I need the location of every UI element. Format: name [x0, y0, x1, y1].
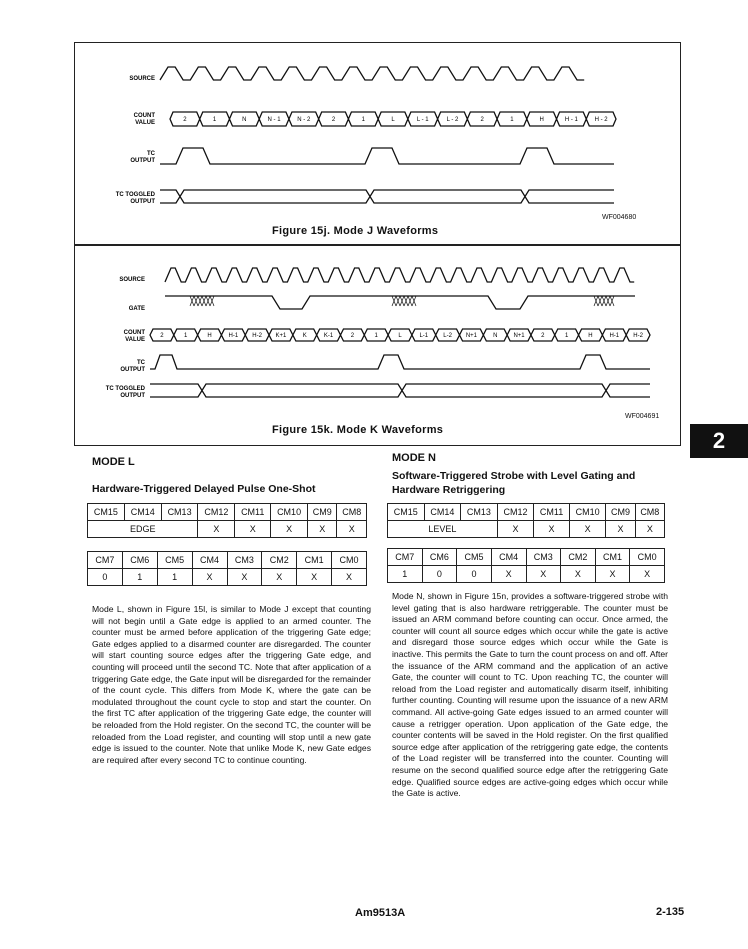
- j-source-wave: [160, 67, 584, 80]
- table-header: CM3: [526, 549, 561, 566]
- mode-l-title: MODE L: [92, 456, 135, 468]
- table-header: CM4: [192, 552, 227, 569]
- table-cell: X: [337, 521, 367, 538]
- k-count-value: H-2: [633, 333, 643, 339]
- k-count-value: H: [207, 333, 212, 339]
- table-header: CM0: [630, 549, 665, 566]
- table-header: CM6: [122, 552, 157, 569]
- k-label-tc: TC: [137, 360, 145, 366]
- table-row: [88, 569, 367, 586]
- table-row: [88, 504, 367, 521]
- table-cell: X: [271, 521, 308, 538]
- table-header: CM2: [262, 552, 297, 569]
- table-cell: X: [235, 521, 271, 538]
- j-label-source: SOURCE: [129, 76, 155, 82]
- mode-n-title: MODE N: [392, 452, 436, 464]
- table-header: CM1: [297, 552, 332, 569]
- k-count-value: L-2: [443, 333, 452, 339]
- k-count-value: 1: [564, 333, 569, 339]
- table-header: CM2: [561, 549, 596, 566]
- table-cell: 1: [157, 569, 192, 586]
- j-count-value: H - 1: [564, 117, 578, 123]
- table-header: CM9: [606, 504, 635, 521]
- j-count-value: 1: [212, 117, 217, 123]
- k-count-value: K-1: [323, 333, 334, 339]
- mode-n-body: Mode N, shown in Figure 15n, provides a software-triggered strobe with level gating that is also hardware retriggerable. The counter must be issued an ARM command before counting can occur. Once armed, the counter will count all source edges which occur while the gate is active and disregard those source edges which occur while the Gate is inactive. This permits the Gate to turn the count process on and off. After the issuance of the ARM command and the application of an active Gate, the counter will count to TC. Upon reaching TC, the counter will reload from the Load register and automatically disarm itself, inhibiting further counting. Counting will resume upon the issuance of a new ARM command. All active-going Gate edges issued to an armed counter will cause a retrigger operation. Upon application of the Gate edge, the counter contents will be saved in the Hold register. On the first qualified source edge after application of the retriggering gate edge, the contents of the Load register will be transferred into the counter. Counting will resume on the second qualified source edge after the retriggering Gate edge. Qualified source edges are active-going edges which occur while the Gate is active.: [392, 591, 668, 799]
- figure-j-caption: Figure 15j. Mode J Waveforms: [272, 225, 439, 237]
- k-count-value: H: [588, 333, 593, 339]
- table-header: CM5: [457, 549, 492, 566]
- table-header: CM10: [569, 504, 606, 521]
- table-header: CM12: [198, 504, 235, 521]
- k-label-count: COUNT: [123, 330, 145, 336]
- table-header: CM0: [332, 552, 367, 569]
- table-header: CM3: [227, 552, 262, 569]
- table-header: CM10: [271, 504, 308, 521]
- table-header: CM5: [157, 552, 192, 569]
- mode-l-table-bottom: [87, 551, 367, 586]
- table-cell: X: [192, 569, 227, 586]
- table-row: [388, 504, 665, 521]
- table-cell: X: [630, 566, 665, 583]
- table-header: CM14: [124, 504, 161, 521]
- table-cell: X: [561, 566, 596, 583]
- table-cell: 1: [388, 566, 423, 583]
- table-cell: EDGE: [88, 521, 198, 538]
- table-row: [388, 566, 665, 583]
- table-header: CM11: [534, 504, 570, 521]
- k-label-toggled-output: OUTPUT: [120, 393, 145, 399]
- j-count-value: 1: [361, 117, 365, 123]
- k-count-value: H-2: [252, 333, 262, 339]
- j-count-value: 1: [510, 117, 514, 123]
- table-row: [388, 549, 665, 566]
- mode-l-body: Mode L, shown in Figure 15l, is similar to Mode J except that counting will not begin until a Gate edge is applied to an armed counter. The counter must be armed before application of the triggering Gate edge; Gate edges applied to a disarmed counter are disregarded. The counter will start counting source edges after the triggering Gate edge, and counting will proceed until the second TC. Note that after application of a triggering Gate edge, the Gate input will be disregarded for the remainder of the count cycle. This differs from Mode K, where the gate can be modulated throughout the count cycle to stop and start the counter. On the first TC after application of the triggering Gate edge, the counter will be reloaded from the Hold register. On the second TC, the counter will be reloaded from the Load register, and counting will stop until a new gate edge is issued to the counter. Note that unlike Mode K, new Gate edges are required after every second TC to continue counting.: [92, 604, 371, 765]
- table-header: CM8: [635, 504, 664, 521]
- mode-l-subtitle: Hardware-Triggered Delayed Pulse One-Shot: [92, 483, 316, 495]
- j-label-output: OUTPUT: [130, 158, 155, 164]
- k-count-value: N+1: [513, 333, 525, 339]
- j-label-count: COUNT: [133, 113, 155, 119]
- j-tc-output-wave: [160, 148, 614, 164]
- j-count-value: 2: [331, 117, 336, 123]
- j-count-value: H - 2: [594, 117, 608, 123]
- k-label-output: OUTPUT: [120, 367, 145, 373]
- table-row: [388, 521, 665, 538]
- table-header: CM13: [161, 504, 198, 521]
- k-count-value: K: [302, 333, 307, 339]
- section-tab: 2: [690, 424, 748, 458]
- figure-j-code: WF004680: [602, 214, 637, 221]
- figure-k-caption: Figure 15k. Mode K Waveforms: [272, 424, 444, 436]
- k-label-gate: GATE: [128, 306, 145, 312]
- j-label-tc: TC: [147, 151, 155, 157]
- j-label-value: VALUE: [135, 120, 155, 126]
- figure-k-code: WF004691: [625, 413, 660, 420]
- table-cell: X: [497, 521, 534, 538]
- k-source-wave: [165, 268, 634, 282]
- j-count-value: L - 1: [416, 117, 429, 123]
- table-row: [88, 521, 367, 538]
- table-cell: X: [534, 521, 570, 538]
- k-count-value: 2: [160, 333, 164, 339]
- k-tc-output-wave: [150, 355, 650, 369]
- table-header: CM13: [461, 504, 498, 521]
- k-count-value: 1: [374, 333, 378, 339]
- table-header: CM9: [307, 504, 336, 521]
- k-label-source: SOURCE: [119, 277, 145, 283]
- k-count-value: H-1: [228, 333, 239, 339]
- mode-n-subtitle: Software-Triggered Strobe with Level Gating and Hardware Retriggering: [392, 470, 636, 496]
- mode-l-table-top: [87, 503, 367, 538]
- table-cell: X: [526, 566, 561, 583]
- table-cell: X: [635, 521, 664, 538]
- footer-page-number: 2-135: [656, 906, 685, 918]
- j-count-value: 2: [480, 117, 484, 123]
- mode-n-table-top: [387, 503, 665, 538]
- j-count-value: L - 2: [446, 117, 459, 123]
- k-count-value: 2: [350, 333, 355, 339]
- j-count-value: H: [539, 117, 544, 123]
- table-header: CM8: [337, 504, 367, 521]
- table-cell: LEVEL: [388, 521, 498, 538]
- table-header: CM11: [235, 504, 271, 521]
- table-header: CM4: [491, 549, 526, 566]
- table-cell: X: [569, 521, 606, 538]
- table-cell: X: [595, 566, 630, 583]
- table-header: CM15: [388, 504, 425, 521]
- j-label-toggled-output: OUTPUT: [130, 199, 155, 205]
- table-header: CM6: [422, 549, 457, 566]
- table-header: CM1: [595, 549, 630, 566]
- k-count-value: 1: [184, 333, 188, 339]
- table-cell: 0: [88, 569, 123, 586]
- k-count-value: H-1: [609, 333, 620, 339]
- table-cell: X: [227, 569, 262, 586]
- k-count-value: N+1: [465, 333, 478, 339]
- k-toggled-output-wave: [150, 384, 650, 397]
- gate-hatch-marks: [190, 296, 614, 306]
- table-cell: 0: [422, 566, 457, 583]
- j-count-value: N: [242, 117, 247, 123]
- table-cell: X: [198, 521, 235, 538]
- k-label-tc-toggled: TC TOGGLED: [105, 386, 145, 392]
- j-count-value: N - 2: [297, 117, 311, 123]
- table-cell: X: [332, 569, 367, 586]
- j-count-value: L: [391, 117, 395, 123]
- k-count-value: N: [493, 333, 498, 339]
- k-count-value: L: [398, 333, 402, 339]
- mode-n-table-bottom: [387, 548, 665, 583]
- table-cell: X: [606, 521, 635, 538]
- k-count-value: L-1: [419, 333, 429, 339]
- j-count-value: 2: [183, 117, 187, 123]
- table-cell: X: [307, 521, 336, 538]
- table-header: CM14: [424, 504, 461, 521]
- j-toggled-output-wave: [160, 190, 614, 203]
- k-count-value: 2: [541, 333, 545, 339]
- k-gate-wave: [165, 296, 635, 309]
- table-cell: X: [297, 569, 332, 586]
- table-cell: X: [262, 569, 297, 586]
- table-cell: 1: [122, 569, 157, 586]
- footer-part-number: Am9513A: [355, 907, 406, 919]
- j-label-tc-toggled: TC TOGGLED: [115, 192, 155, 198]
- table-header: CM15: [88, 504, 125, 521]
- table-row: [88, 552, 367, 569]
- table-cell: 0: [457, 566, 492, 583]
- table-header: CM7: [388, 549, 423, 566]
- table-header: CM12: [497, 504, 534, 521]
- j-count-value: N - 1: [267, 117, 281, 123]
- k-label-value: VALUE: [125, 337, 145, 343]
- k-count-value: K+1: [275, 333, 287, 339]
- table-header: CM7: [88, 552, 123, 569]
- table-cell: X: [491, 566, 526, 583]
